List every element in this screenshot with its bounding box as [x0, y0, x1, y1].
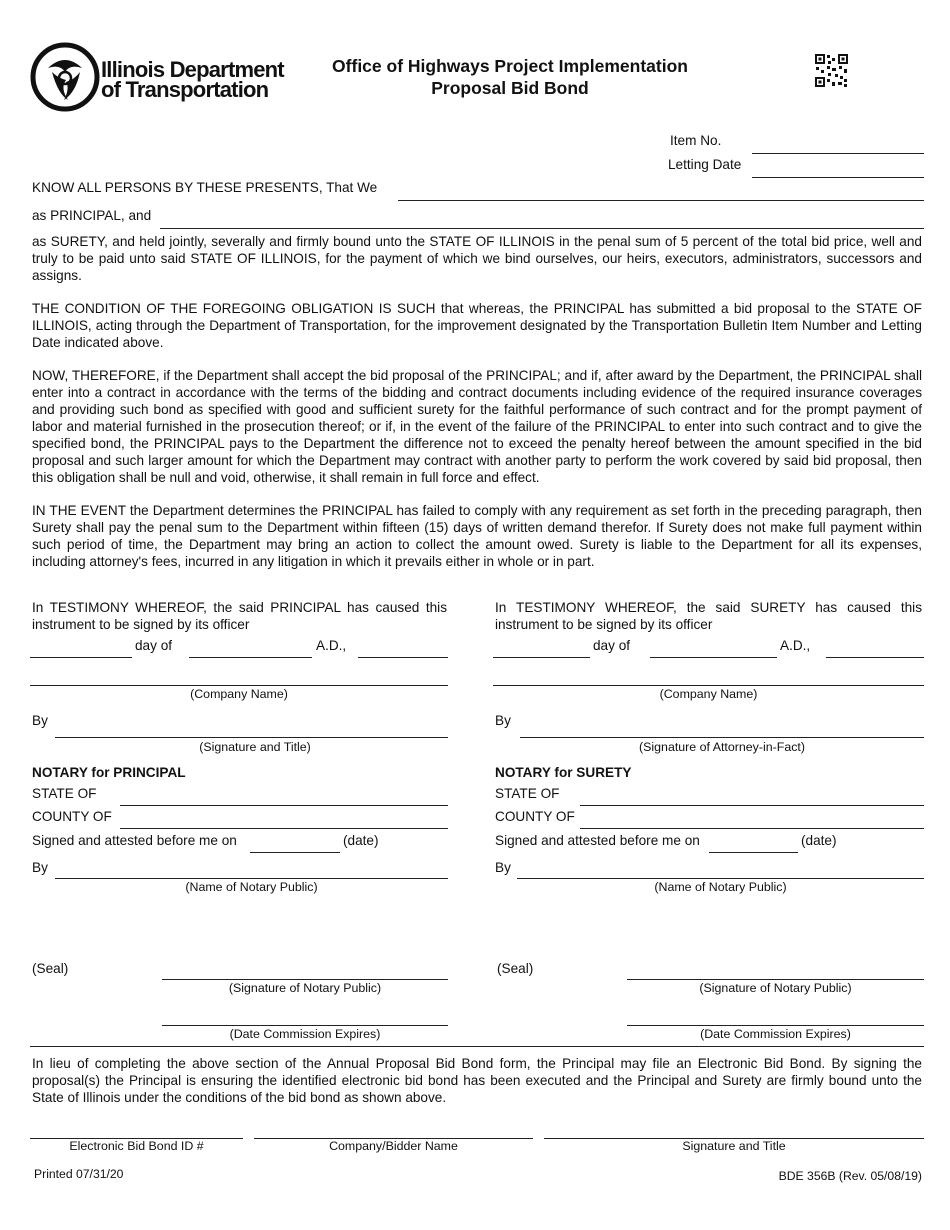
principal-notary-name-field[interactable]: [55, 878, 448, 879]
principal-signature-caption: (Signature and Title): [199, 740, 311, 754]
principal-state-field[interactable]: [120, 805, 448, 806]
principal-notary-name-caption: (Name of Notary Public): [185, 880, 318, 894]
principal-company-field[interactable]: [30, 685, 448, 686]
principal-notary-signature-caption: (Signature of Notary Public): [228, 981, 382, 995]
now-therefore-paragraph: NOW, THEREFORE, if the Department shall accept the bid proposal of the PRINCIPAL; and if, after award by the Department, the PRINCIPAL shall enter into a contract in accordance with the terms of the bidding and contract documents including evidence of the required insurance coverages and providing such bond as specified with good and sufficient surety for the faithful performance of such contract and for the prompt payment of labor and material furnished in the prosecution thereof; or if, in the event of the failure of the PRINCIPAL to enter into such contract and to give the specified bond, the PRINCIPAL pays to the Department the difference not to exceed the penalty hereof between the amount specified in the bid proposal and such larger amount for which the Department may contract with another party to perform the work covered by said bid proposal, then this obligation shall be null and void, otherwise, it shall remain in full force and effect.: [32, 368, 922, 485]
surety-signed-label: Signed and attested before me on: [495, 833, 700, 848]
letting-date-field[interactable]: [752, 177, 924, 178]
surety-signature-field[interactable]: [520, 737, 924, 738]
surety-date-label: (date): [801, 833, 837, 848]
surety-notary-name-caption: (Name of Notary Public): [654, 880, 787, 894]
surety-ad-label: A.D.,: [780, 638, 811, 653]
surety-county-field[interactable]: [580, 828, 924, 829]
principal-notary-by-label: By: [32, 860, 48, 875]
logo-wordmark: [101, 57, 284, 102]
principal-day-field[interactable]: [30, 657, 132, 658]
surety-testimony: In TESTIMONY WHEREOF, the said SURETY has caused this instrument to be signed by its officer: [495, 600, 922, 632]
form-title: [290, 55, 730, 99]
surety-notary-by-label: By: [495, 860, 511, 875]
principal-seal-label: (Seal): [32, 961, 69, 976]
principal-month-field[interactable]: [189, 657, 312, 658]
section-divider: [30, 1046, 924, 1047]
principal-county-label: COUNTY OF: [32, 809, 112, 824]
principal-year-field[interactable]: [358, 657, 448, 658]
surety-signature-caption: (Signature of Attorney-in-Fact): [639, 740, 805, 754]
surety-year-field[interactable]: [826, 657, 924, 658]
form-title-line-2: Proposal Bid Bond: [431, 78, 589, 98]
principal-by-label: By: [32, 713, 48, 728]
surety-by-label: By: [495, 713, 511, 728]
principal-notary-heading: NOTARY for PRINCIPAL: [32, 765, 186, 780]
surety-notary-signature-field[interactable]: [627, 979, 924, 980]
surety-state-field[interactable]: [580, 805, 924, 806]
principal-day-of-label: day of: [135, 638, 173, 653]
form-title-line-1: Office of Highways Project Implementation: [332, 56, 688, 76]
surety-day-field[interactable]: [493, 657, 590, 658]
know-all-label: KNOW ALL PERSONS BY THESE PRESENTS, That We: [32, 180, 378, 195]
surety-paragraph: as SURETY, and held jointly, severally and firmly bound unto the STATE OF ILLINOIS in the penal sum of 5 percent of the total bid price, well and truly to be paid unto said STATE OF ILLINOIS, for the payment of which we bind ourselves, our heirs, executors, administrators, successors and assigns.: [32, 234, 922, 283]
principal-company-caption: (Company Name): [190, 687, 288, 701]
surety-month-field[interactable]: [650, 657, 777, 658]
letting-date-label: Letting Date: [668, 157, 742, 172]
logo-line-1: Illinois Department: [101, 57, 284, 82]
surety-county-label: COUNTY OF: [495, 809, 575, 824]
principal-signature-field[interactable]: [55, 737, 448, 738]
printed-date: Printed 07/31/20: [34, 1167, 124, 1181]
principal-signed-label: Signed and attested before me on: [32, 833, 237, 848]
principal-notary-signature-field[interactable]: [162, 979, 448, 980]
surety-commission-field[interactable]: [627, 1025, 924, 1026]
principal-name-field[interactable]: [398, 200, 924, 201]
principal-commission-caption: (Date Commission Expires): [229, 1027, 381, 1041]
logo-line-2: of Transportation: [101, 77, 269, 102]
idot-logo-icon: [30, 42, 100, 112]
principal-testimony: In TESTIMONY WHEREOF, the said PRINCIPAL has caused this instrument to be signed by its officer: [32, 600, 447, 632]
condition-paragraph: THE CONDITION OF THE FOREGOING OBLIGATION IS SUCH that whereas, the PRINCIPAL has submitted a bid proposal to the STATE OF ILLINOIS, acting through the Department of Transportation, for the improvement designated by the Transportation Bulletin Item Number and Letting Date indicated above.: [32, 301, 922, 350]
surety-company-field[interactable]: [493, 685, 924, 686]
in-the-event-paragraph: IN THE EVENT the Department determines the PRINCIPAL has failed to comply with any requirement as set forth in the preceding paragraph, then Surety shall pay the penal sum to the Department within fifteen (15) days of written demand therefor. If Surety does not make full payment within such period of time, the Department may bring an action to collect the amount owed. Surety is liable to the Department for all its expenses, including attorney's fees, incurred in any litigation in which it prevails either in whole or in part.: [32, 503, 922, 569]
surety-notary-name-field[interactable]: [517, 878, 924, 879]
bond-id-caption: Electronic Bid Bond ID #: [69, 1139, 204, 1153]
principal-date-label: (date): [343, 833, 379, 848]
electronic-bond-paragraph: In lieu of completing the above section of the Annual Proposal Bid Bond form, the Principal may file an Electronic Bid Bond. By signing the proposal(s) the Principal is ensuring the identified electronic bid bond has been executed and the Principal and Surety are firmly bound unto the State of Illinois under the conditions of the bid bond as shown above.: [32, 1056, 922, 1105]
principal-ad-label: A.D.,: [316, 638, 347, 653]
as-principal-label: as PRINCIPAL, and: [32, 208, 152, 223]
principal-county-field[interactable]: [120, 828, 448, 829]
surety-company-caption: (Company Name): [659, 687, 758, 701]
surety-name-field[interactable]: [160, 228, 924, 229]
qr-code-icon: [815, 54, 848, 87]
item-no-field[interactable]: [752, 153, 924, 154]
surety-seal-label: (Seal): [497, 961, 534, 976]
electronic-signature-caption: Signature and Title: [682, 1139, 786, 1153]
item-no-label: Item No.: [670, 133, 722, 148]
company-bidder-caption: Company/Bidder Name: [329, 1139, 458, 1153]
principal-state-label: STATE OF: [32, 786, 97, 801]
form-number: BDE 356B (Rev. 05/08/19): [778, 1169, 922, 1183]
surety-notary-signature-caption: (Signature of Notary Public): [699, 981, 852, 995]
surety-day-of-label: day of: [593, 638, 631, 653]
surety-commission-caption: (Date Commission Expires): [700, 1027, 851, 1041]
surety-date-field[interactable]: [709, 852, 798, 853]
surety-state-label: STATE OF: [495, 786, 560, 801]
surety-notary-heading: NOTARY for SURETY: [495, 765, 632, 780]
principal-commission-field[interactable]: [162, 1025, 448, 1026]
principal-date-field[interactable]: [250, 852, 340, 853]
